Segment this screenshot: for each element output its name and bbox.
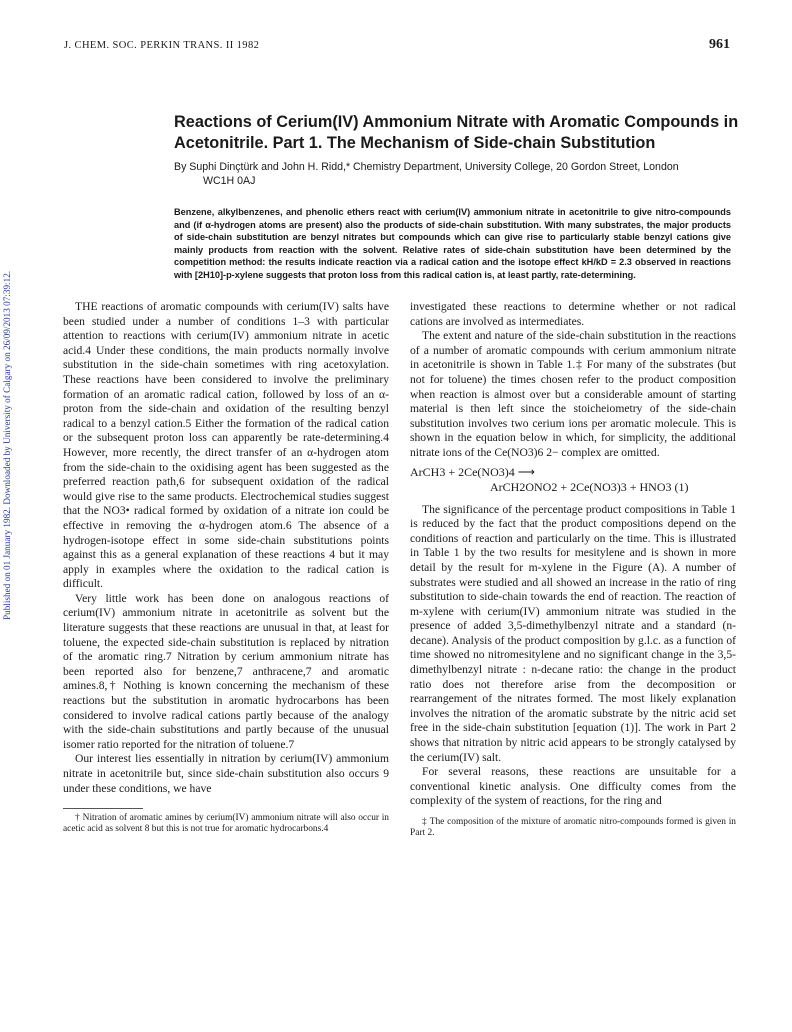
left-paragraph-1: THE reactions of aromatic compounds with cerium(IV) salts have been studied under a number of conditions 1–3 with particular attention to reactions with cerium(IV) ammonium nitrate in acetic acid.4 Under these conditions, the main products normally involve substitution in the side-chain sometimes with ring acetoxylation. These reactions have been considered to involve the preliminary formation of an aromatic radical cation, followed by loss of an α-proton from the side-chain and oxidation of the resulting benzyl radical to a benzyl cation.5 Either the formation of the radical cation or the subsequent proton loss can apparently be rate-determining.4 However, more recently, the direct transfer of an α-hydrogen atom from the side-chain to the oxidising agent has been suggested as the preferred reaction path,6 for subsequent oxidation of the radical would give rise to the same products. Electrochemical studies suggest that the NO3• radical formed by oxidation of a nitrate ion could be effective in removing the α-hydrogen atom.6 The absence of a hydrogen-isotope effect in some side-chain substitutions points against this as a general explanation of these reactions 4 but it may apply in examples where the oxidation to the radical cation is difficult. <box>63 300 389 591</box>
authors-block <box>174 161 734 188</box>
authors-line: By Suphi Dinçtürk and John H. Ridd,* Chemistry Department, University College, 20 Gordon Street, London <box>174 161 679 173</box>
download-watermark <box>0 130 16 630</box>
abstract: Benzene, alkylbenzenes, and phenolic ethers react with cerium(IV) ammonium nitrate in acetonitrile to give nitro-compounds and (if α-hydrogen atoms are present) also the products of side-chain substitution. With many substrates, the major products of side-chain substitution are benzyl nitrates but compounds which can give rise to particularly stable benzyl cations give mainly products from reaction with the solvent. Relative rates of side-chain substitution have been determined by the competition method: the results indicate reaction via a radical cation and the isotope effect kH/kD = 2.3 observed in reactions with [2H10]-p-xylene suggests that proton loss from this radical cation is, at least partly, rate-determining. <box>174 207 731 280</box>
right-column <box>410 300 736 839</box>
right-paragraph-4: For several reasons, these reactions are unsuitable for a conventional kinetic analysis. One difficulty comes from the complexity of the system of reactions, for the ring and <box>410 765 736 808</box>
left-paragraph-3: Our interest lies essentially in nitration by cerium(IV) ammonium nitrate in acetonitrile but, since side-chain substitution also occurs 9 under these conditions, we have <box>63 752 389 795</box>
right-paragraph-3: The significance of the percentage product compositions in Table 1 is reduced by the fact that the product compositions depend on the conditions of reaction and particularly on the time. This is illustrated in Table 1 by the two results for mesitylene and is shown in more detail by the result for m-xylene in the Figure (A). A number of substrates were studied and all showed an increase in the ratio of ring substitution to side-chain towards the end of reaction. The reaction of m-xylene with cerium(IV) ammonium nitrate was studied in the presence of added 3,5-dimethylbenzyl nitrate and a standard (n-decane). Analysis of the product composition by g.l.c. as a function of time showed no nitromesitylene and no significant change in the 3,5-dimethylbenzyl nitrate : n-decane ratio: the change in the product ratio does not therefore arise from the decomposition or rearrangement of the nitrates formed. The most likely explanation involves the nitration of the aromatic substrate by the nitric acid set free in the side-chain substitution [equation (1)]. The work in Part 2 shows that nitration by nitric acid appears to be strongly catalysed by the cerium(IV) salt. <box>410 502 736 764</box>
running-head: J. CHEM. SOC. PERKIN TRANS. II 1982 <box>64 40 260 51</box>
right-footnote: ‡ The composition of the mixture of aromatic nitro-compounds formed is given in Part 2. <box>410 817 736 838</box>
download-watermark-text: Published on 01 January 1982. Downloaded by University of Calgary on 26/09/2013 07:39:12. <box>2 270 12 620</box>
left-paragraph-2: Very little work has been done on analogous reactions of cerium(IV) ammonium nitrate in acetonitrile as solvent but the literature suggests that these reactions are unusual in that, at least for toluene, the expected side-chain substitution is replaced by nitration of the aromatic ring.7 Nitration by cerium ammonium nitrate has been reported also for benzene,7 anthracene,7 and aromatic amines.8,† Nothing is known concerning the mechanism of these reactions but the substitution in aromatic hydrocarbons has been considered to involve radical cations partly because of the analogy with the side-chain substitutions and partly because of the unusual isomer ratio reported for the nitration of toluene.7 <box>63 591 389 751</box>
left-column <box>63 300 389 835</box>
left-footnote: † Nitration of aromatic amines by cerium(IV) ammonium nitrate will also occur in acetic acid as solvent 8 but this is not true for aromatic hydrocarbons.4 <box>63 813 389 835</box>
page-number: 961 <box>709 37 730 52</box>
authors-postcode: WC1H 0AJ <box>203 174 256 187</box>
paper-title: Reactions of Cerium(IV) Ammonium Nitrate with Aromatic Compounds in Acetonitrile. Part 1. The Mechanism of Side-chain Substitution <box>174 113 739 152</box>
equation-line-1: ArCH3 + 2Ce(NO3)4 ⟶ <box>410 464 535 479</box>
right-paragraph-1: investigated these reactions to determine whether or not radical cations are involved as intermediates. <box>410 300 736 328</box>
equation-line-2: ArCH2ONO2 + 2Ce(NO3)3 + HNO3 (1) <box>490 479 689 494</box>
equation-1 <box>410 465 736 497</box>
right-paragraph-2: The extent and nature of the side-chain substitution in the reactions of a number of aromatic compounds with cerium ammonium nitrate in acetonitrile is shown in Table 1.‡ For many of the substrates (but not for toluene) the times chosen refer to the product composition when reaction is almost over but a considerable amount of starting material is then left since the stoicheiometry of the side-chain substitution involves two cerium ions per aromatic molecule. This is shown in the equation below in which, for simplicity, the additional nitrate ions of the Ce(NO3)6 2− complex are omitted. <box>410 329 736 459</box>
